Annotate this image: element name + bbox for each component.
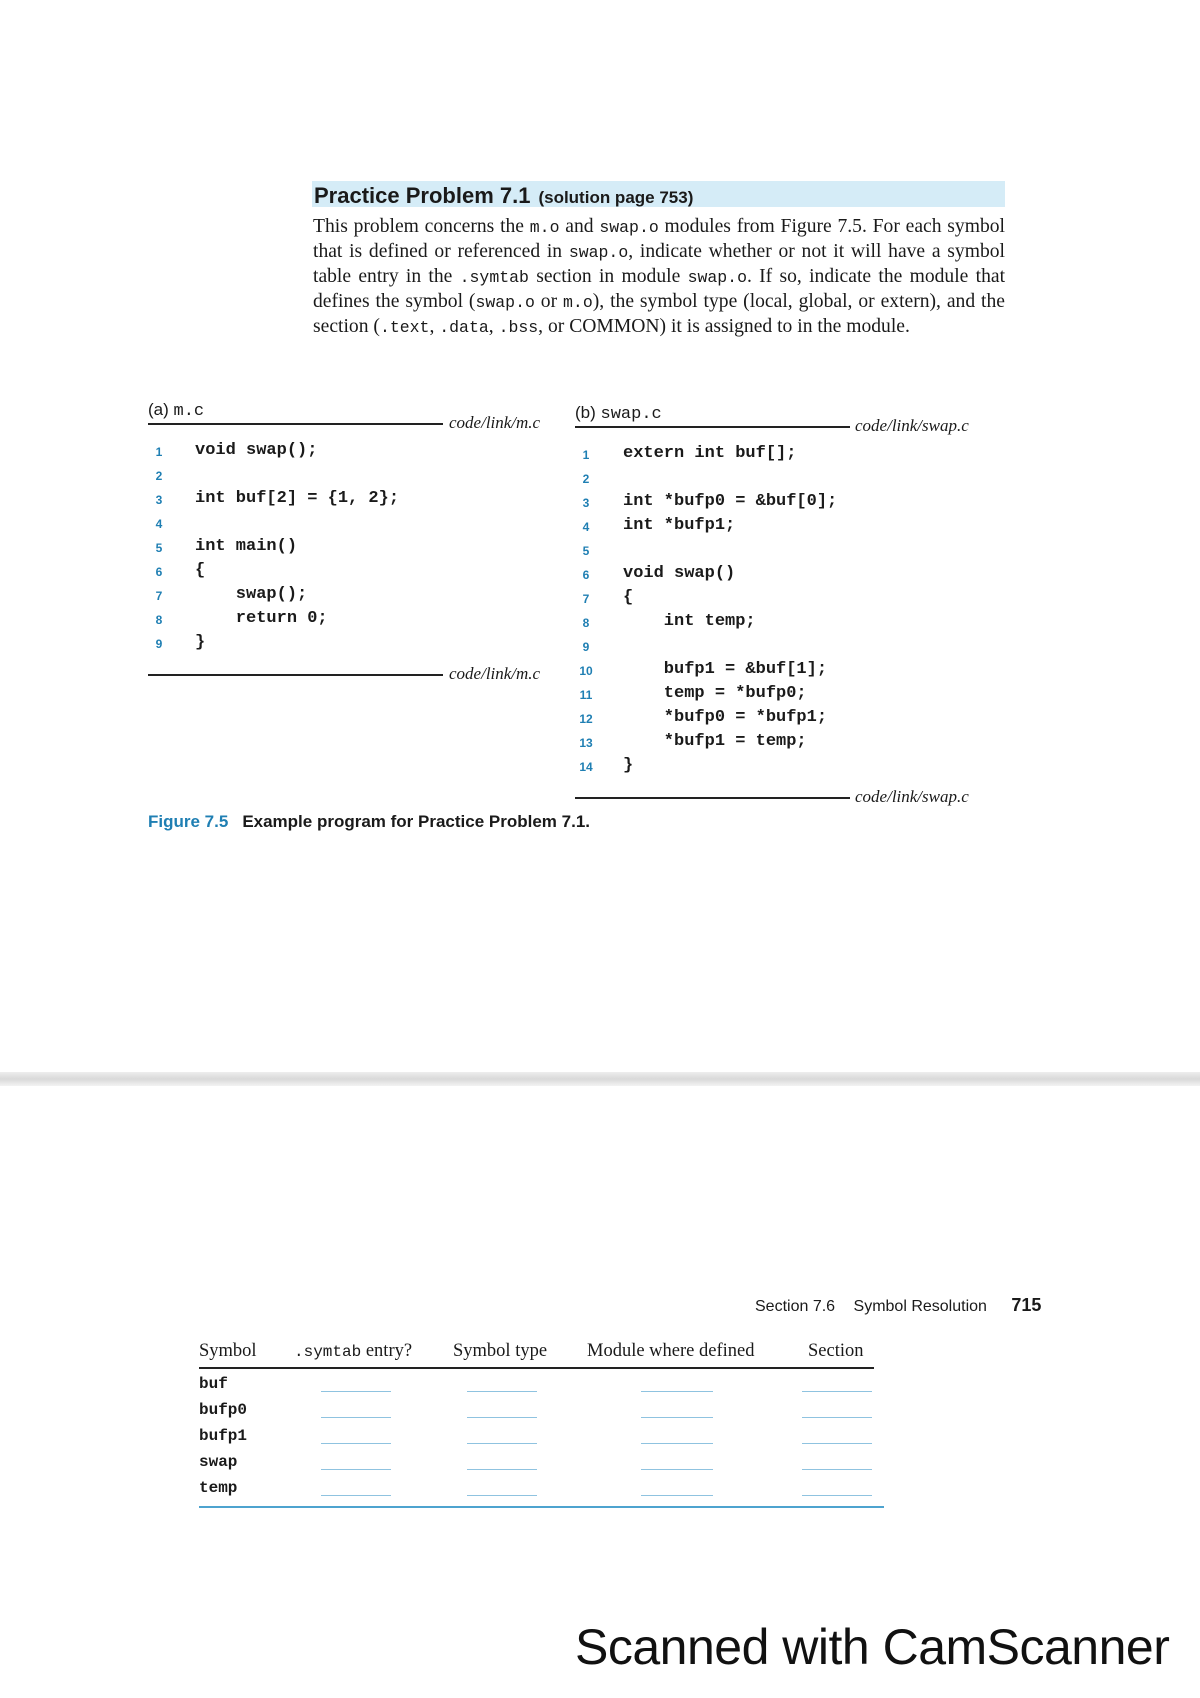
listing-b-title (575, 403, 662, 424)
line-number: 1 (155, 445, 163, 459)
listing-a-file: m.c (173, 402, 205, 421)
listing-b-top-path: code/link/swap.c (855, 416, 969, 435)
answer-blank[interactable] (321, 1417, 391, 1418)
table-row-symbol: bufp1 (199, 1427, 248, 1445)
page-number: 715 (1011, 1295, 1042, 1315)
body-text: ), the symbol type (local, global, or extern), and the section ( (313, 291, 1005, 337)
listing-a-title (148, 400, 204, 421)
code-line: bufp1 = &buf[1]; (623, 660, 828, 679)
figure-number: Figure 7.5 (148, 812, 229, 831)
answer-blank[interactable] (802, 1417, 872, 1418)
inline-code: .symtab (459, 268, 529, 287)
line-number: 13 (579, 736, 593, 750)
line-number: 5 (582, 544, 590, 558)
code-line: void swap(); (195, 441, 318, 460)
body-text: , or COMMON) it is assigned to in the module. (538, 316, 910, 337)
line-number: 12 (579, 712, 593, 726)
running-header-section: Section 7.6 (755, 1298, 836, 1315)
listing-b-top-rule (575, 426, 850, 428)
table-row-symbol: swap (199, 1453, 238, 1471)
code-line: swap(); (195, 585, 308, 604)
line-number: 9 (155, 637, 163, 651)
line-number: 8 (155, 613, 163, 627)
line-number: 7 (582, 592, 590, 606)
figure-caption-text: Example program for Practice Problem 7.1. (242, 812, 590, 831)
body-text: , indicate whether or not it will have a symbol table entry in the (313, 241, 1005, 287)
inline-code: swap.o (599, 218, 659, 237)
table-header-symtab (294, 1341, 412, 1362)
listing-a-top-path: code/link/m.c (449, 413, 541, 432)
code-line: *bufp0 = *bufp1; (623, 708, 828, 727)
table-header-symbol: Symbol (199, 1341, 257, 1361)
table-row-symbol: temp (199, 1479, 238, 1497)
line-number: 4 (582, 520, 590, 534)
inline-code: swap.o (568, 243, 629, 262)
running-header (755, 1295, 1041, 1316)
answer-blank[interactable] (802, 1443, 872, 1444)
body-text: section in module (528, 266, 688, 287)
table-header-type: Symbol type (453, 1341, 548, 1361)
listing-a-top-rule (148, 423, 443, 425)
running-header-title: Symbol Resolution (853, 1298, 987, 1315)
problem-title (314, 183, 693, 209)
inline-code: .data (439, 318, 489, 337)
answer-blank[interactable] (321, 1443, 391, 1444)
line-number: 3 (582, 496, 590, 510)
listing-b-bottom-path: code/link/swap.c (855, 787, 969, 806)
code-line: } (195, 633, 206, 652)
table-bottom-rule (199, 1506, 884, 1508)
inline-code: m.o (529, 218, 560, 237)
line-number: 11 (579, 688, 593, 702)
table-row-symbol: bufp0 (199, 1401, 248, 1419)
body-text: , (488, 316, 499, 337)
line-number: 14 (579, 760, 593, 774)
answer-blank[interactable] (641, 1495, 713, 1496)
body-text: This problem concerns the (313, 216, 530, 237)
inline-code: swap.o (475, 293, 535, 312)
line-number: 1 (582, 448, 590, 462)
body-text: . If so, indicate the module that defines the symbol ( (313, 266, 1006, 312)
answer-blank[interactable] (467, 1417, 537, 1418)
line-number: 6 (582, 568, 590, 582)
line-number: 3 (155, 493, 163, 507)
body-text: modules from Figure 7.5. For each symbol that is defined or referenced in (313, 216, 1005, 262)
table-header-rule (199, 1367, 874, 1369)
page-separator (0, 1072, 1200, 1086)
inline-code: swap.o (687, 268, 747, 287)
line-number: 6 (155, 565, 163, 579)
answer-blank[interactable] (641, 1443, 713, 1444)
listing-b-file: swap.c (600, 405, 662, 424)
answer-blank[interactable] (467, 1443, 537, 1444)
line-number: 2 (582, 472, 590, 486)
listing-b-bottom-rule (575, 797, 850, 799)
code-line: int *bufp0 = &buf[0]; (623, 492, 838, 511)
table-row-symbol: buf (199, 1375, 228, 1393)
table-header-module: Module where defined (587, 1341, 755, 1361)
table-header-section: Section (808, 1341, 864, 1361)
scanner-watermark: Scanned with CamScanner (575, 1619, 1170, 1675)
table-header-symtab-text: entry? (361, 1341, 413, 1361)
table-header-symtab-code: .symtab (294, 1343, 362, 1361)
answer-blank[interactable] (641, 1469, 713, 1470)
answer-blank[interactable] (321, 1495, 391, 1496)
answer-blank[interactable] (802, 1469, 872, 1470)
code-line: return 0; (195, 609, 328, 628)
answer-blank[interactable] (467, 1469, 537, 1470)
line-number: 9 (582, 640, 590, 654)
code-line: *bufp1 = temp; (623, 732, 807, 751)
body-text: or (534, 291, 564, 312)
code-line: int main() (195, 537, 298, 556)
answer-blank[interactable] (467, 1391, 537, 1392)
problem-body (313, 215, 1005, 340)
inline-code: .bss (498, 318, 539, 337)
code-line: } (623, 756, 634, 775)
listing-b-label: (b) (575, 403, 596, 422)
inline-code: m.o (563, 293, 593, 312)
line-number: 10 (579, 664, 593, 678)
listing-a-bottom-rule (148, 674, 443, 676)
code-line: temp = *bufp0; (623, 684, 807, 703)
answer-blank[interactable] (641, 1417, 713, 1418)
answer-blank[interactable] (321, 1391, 391, 1392)
line-number: 4 (155, 517, 163, 531)
line-number: 5 (155, 541, 163, 555)
figure-caption (148, 812, 590, 832)
answer-blank[interactable] (802, 1495, 872, 1496)
body-text: , (429, 316, 440, 337)
answer-blank[interactable] (802, 1391, 872, 1392)
answer-blank[interactable] (641, 1391, 713, 1392)
inline-code: .text (379, 318, 430, 337)
problem-title-text: Practice Problem 7.1 (314, 183, 531, 208)
problem-solution-ref: (solution page 753) (538, 188, 694, 207)
code-line: void swap() (623, 564, 736, 583)
code-line: { (623, 588, 634, 607)
code-line: int temp; (623, 612, 756, 631)
answer-blank[interactable] (321, 1469, 391, 1470)
listing-a-bottom-path: code/link/m.c (449, 664, 541, 683)
line-number: 8 (582, 616, 590, 630)
listing-a-label: (a) (148, 400, 169, 419)
code-line: extern int buf[]; (623, 444, 797, 463)
code-line: { (195, 561, 206, 580)
line-number: 2 (155, 469, 163, 483)
line-number: 7 (155, 589, 163, 603)
answer-blank[interactable] (467, 1495, 537, 1496)
code-line: int *bufp1; (623, 516, 736, 535)
body-text: and (559, 216, 600, 237)
code-line: int buf[2] = {1, 2}; (195, 489, 400, 508)
